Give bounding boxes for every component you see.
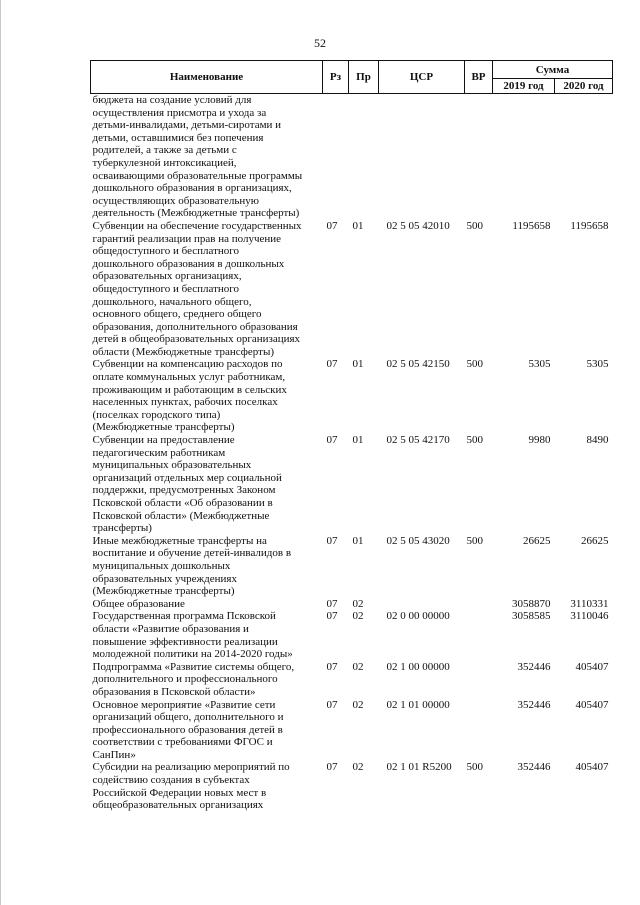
row-pr: 02 <box>352 660 364 673</box>
row-name-line: осваивающими образовательные программы <box>92 169 303 182</box>
row-name-line: Основное мероприятие «Развитие сети <box>92 698 276 711</box>
row-name-line: общеобразовательных организациях <box>92 799 264 812</box>
row-sum-2019: 3058870 <box>512 597 551 610</box>
row-sum-2019: 352446 <box>517 761 551 774</box>
table-row <box>91 220 613 359</box>
row-sum-2019: 9980 <box>528 434 551 447</box>
table-header <box>91 61 613 94</box>
row-name-line: области «Развитие образования и <box>92 622 249 635</box>
row-name-line: детьми, оставшимися без попечения <box>92 131 264 144</box>
row-name-line: образования в Псковской области» <box>92 685 256 698</box>
row-name-line: профессионального образования детей в <box>92 723 283 736</box>
row-name-line: муниципальных дошкольных <box>92 559 231 572</box>
row-rz: 07 <box>326 761 338 774</box>
row-sum-2020: 405407 <box>575 698 609 711</box>
row-name-line: (поселках городского типа) <box>92 408 221 421</box>
row-sum-2019: 1195658 <box>512 219 551 232</box>
row-csr: 02 5 05 42150 <box>386 358 450 371</box>
row-name-line: общедоступного и бесплатного <box>92 282 240 295</box>
row-name <box>91 220 323 359</box>
row-vr: 500 <box>466 358 483 371</box>
table-row <box>91 761 613 811</box>
row-sum-2020: 3110046 <box>570 610 609 623</box>
row-name <box>91 598 323 611</box>
row-pr: 01 <box>352 358 364 371</box>
header-year-2019: 2019 год <box>493 79 555 94</box>
row-name <box>91 535 323 598</box>
table-row <box>91 94 613 220</box>
table-row <box>91 434 613 535</box>
row-name-line: дошкольного, начального общего, <box>92 295 252 308</box>
row-name-line: детьми-инвалидами, детьми-сиротами и <box>92 119 282 132</box>
row-name-line: дошкольного образования в дошкольных <box>92 257 285 270</box>
row-name-line: поддержки, предусмотренных Законом <box>92 484 276 497</box>
row-vr: 500 <box>466 761 483 774</box>
row-name-line: Общее образование <box>92 597 185 610</box>
row-name <box>91 661 323 699</box>
table-row <box>91 598 613 611</box>
row-name-line: педагогическим работникам <box>92 446 226 459</box>
row-name-line: Подпрограмма «Развитие системы общего, <box>92 660 295 673</box>
row-sum-2019: 26625 <box>523 534 551 547</box>
page-number: 52 <box>314 36 326 50</box>
row-name-line: Субсидии на реализацию мероприятий по <box>92 761 290 774</box>
row-sum-2019: 352446 <box>517 698 551 711</box>
header-csr: ЦСР <box>379 61 465 94</box>
row-rz: 07 <box>326 610 338 623</box>
row-name-line: организаций общего, дополнительного и <box>92 711 284 724</box>
table-body <box>91 94 613 812</box>
row-name-line: населенных пунктах, рабочих поселках <box>92 396 278 409</box>
row-name-line: детей в общеобразовательных организациях <box>92 333 301 346</box>
row-name-line: образовательных учреждениях <box>92 572 237 585</box>
row-name <box>91 358 323 434</box>
row-name-line: Псковской области» (Межбюджетные <box>92 509 270 522</box>
row-name-line: Субвенции на обеспечение государственных <box>92 219 302 232</box>
table-row <box>91 535 613 598</box>
row-name <box>91 94 323 220</box>
row-name-line: молодежной политики на 2014-2020 годы» <box>92 648 293 661</box>
row-vr <box>465 610 493 660</box>
row-name-line: оплате коммунальных услуг работникам, <box>92 371 286 384</box>
row-pr: 02 <box>352 610 364 623</box>
row-name-line: муниципальных образовательных <box>92 459 252 472</box>
row-csr <box>379 598 465 611</box>
row-name-line: Российской Федерации новых мест в <box>92 786 267 799</box>
row-vr <box>465 661 493 699</box>
row-rz <box>323 94 349 220</box>
row-name-line: воспитание и обучение детей-инвалидов в <box>92 547 292 560</box>
row-name <box>91 699 323 762</box>
row-pr: 02 <box>352 597 364 610</box>
row-sum-2020: 26625 <box>581 534 609 547</box>
row-csr: 02 0 00 00000 <box>386 610 450 623</box>
row-name-line: организаций отдельных мер социальной <box>92 471 282 484</box>
row-name-line: Иные межбюджетные трансферты на <box>92 534 267 547</box>
row-pr: 02 <box>352 761 364 774</box>
row-name <box>91 761 323 811</box>
row-name-line: общедоступного и бесплатного <box>92 245 240 258</box>
row-sum-2020: 3110331 <box>570 597 609 610</box>
row-rz: 07 <box>326 358 338 371</box>
row-name-line: содействию создания в субъектах <box>92 774 250 787</box>
row-vr: 500 <box>466 434 483 447</box>
row-name-line: повышение эффективности реализации <box>92 635 278 648</box>
row-name-line: (Межбюджетные трансферты) <box>92 421 235 434</box>
table-row <box>91 610 613 660</box>
header-vr: ВР <box>465 61 493 94</box>
row-csr: 02 1 00 00000 <box>386 660 450 673</box>
row-name-line: проживающим и работающим в сельских <box>92 383 287 396</box>
row-name-line: бюджета на создание условий для <box>92 94 252 106</box>
row-name-line: гарантий реализации прав на получение <box>92 232 282 245</box>
table-row <box>91 358 613 434</box>
row-rz: 07 <box>326 698 338 711</box>
budget-table <box>90 60 613 812</box>
row-name-line: туберкулезной интоксикацией, <box>92 156 237 169</box>
row-name-line: трансферты) <box>92 522 152 535</box>
row-sum-2019: 3058585 <box>512 610 551 623</box>
header-sum: Сумма <box>493 61 613 79</box>
header-name: Наименование <box>91 61 323 94</box>
header-pr: Пр <box>349 61 379 94</box>
row-csr: 02 5 05 42010 <box>386 219 450 232</box>
row-sum-2019: 5305 <box>528 358 551 371</box>
row-rz: 07 <box>326 660 338 673</box>
row-name-line: СанПин» <box>92 748 136 761</box>
table-row <box>91 699 613 762</box>
row-rz: 07 <box>326 434 338 447</box>
row-sum-2019 <box>493 94 555 220</box>
row-name-line: родителей, а также за детьми с <box>92 144 237 157</box>
row-name-line: деятельность (Межбюджетные трансферты) <box>92 207 300 220</box>
row-name-line: осуществляющих образовательную <box>92 194 259 207</box>
row-csr: 02 5 05 43020 <box>386 534 450 547</box>
row-name <box>91 610 323 660</box>
row-sum-2020: 8490 <box>586 434 609 447</box>
row-name-line: Государственная программа Псковской <box>92 610 276 623</box>
scan-edge <box>0 0 1 905</box>
row-name-line: Субвенции на компенсацию расходов по <box>92 358 283 371</box>
row-rz: 07 <box>326 597 338 610</box>
row-rz: 07 <box>326 219 338 232</box>
row-sum-2020: 5305 <box>586 358 609 371</box>
row-sum-2020: 1195658 <box>570 219 609 232</box>
row-name-line: (Межбюджетные трансферты) <box>92 585 235 598</box>
row-name-line: образования, дополнительного образования <box>92 320 298 333</box>
row-name-line: осуществления присмотра и ухода за <box>92 106 267 119</box>
row-name-line: основного общего, среднего общего <box>92 308 262 321</box>
row-vr <box>465 94 493 220</box>
row-name-line: соответствии с требованиями ФГОС и <box>92 736 273 749</box>
row-csr: 02 5 05 42170 <box>386 434 450 447</box>
header-year-2020: 2020 год <box>555 79 613 94</box>
row-vr: 500 <box>466 219 483 232</box>
row-pr <box>349 94 379 220</box>
row-name-line: дошкольного образования в организациях, <box>92 182 292 195</box>
row-pr: 01 <box>352 434 364 447</box>
row-pr: 01 <box>352 534 364 547</box>
row-sum-2019: 352446 <box>517 660 551 673</box>
row-name <box>91 434 323 535</box>
row-vr: 500 <box>466 534 483 547</box>
row-name-line: Псковской области «Об образовании в <box>92 497 273 509</box>
row-sum-2020: 405407 <box>575 761 609 774</box>
row-vr <box>465 699 493 762</box>
row-sum-2020: 405407 <box>575 660 609 673</box>
row-pr: 01 <box>352 219 364 232</box>
row-sum-2020 <box>555 94 613 220</box>
header-rz: Рз <box>323 61 349 94</box>
row-name-line: дополнительного и профессионального <box>92 673 278 686</box>
row-vr <box>465 598 493 611</box>
row-pr: 02 <box>352 698 364 711</box>
row-name-line: образовательных организациях, <box>92 270 242 283</box>
table-row <box>91 661 613 699</box>
row-name-line: Субвенции на предоставление <box>92 434 235 447</box>
row-csr: 02 1 01 00000 <box>386 698 450 711</box>
row-name-line: области (Межбюджетные трансферты) <box>92 345 275 358</box>
row-csr: 02 1 01 R5200 <box>386 761 452 774</box>
row-csr <box>379 94 465 220</box>
row-rz: 07 <box>326 534 338 547</box>
